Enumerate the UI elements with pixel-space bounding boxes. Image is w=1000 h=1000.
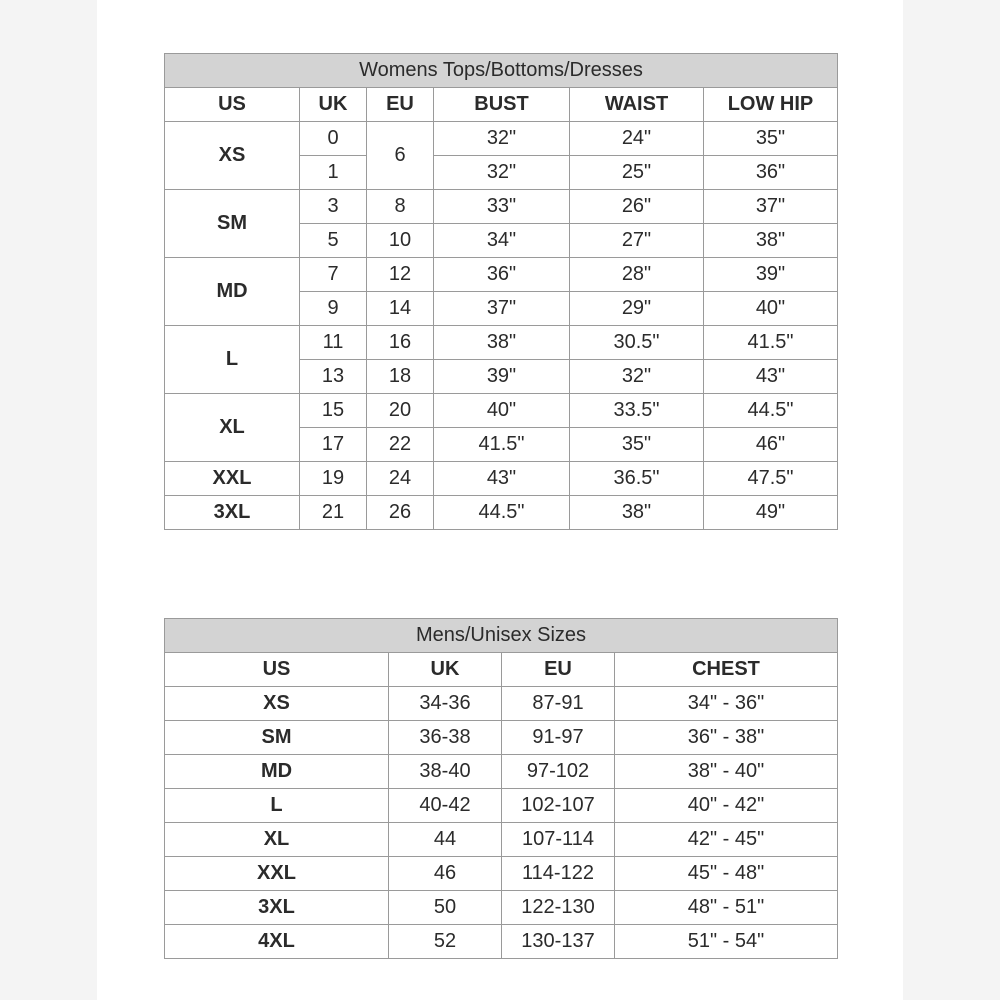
low-hip-cell: 38": [704, 224, 838, 258]
uk-size-cell: 11: [300, 326, 367, 360]
eu-size-cell: 8: [367, 190, 434, 224]
uk-size-cell: 38-40: [389, 755, 502, 789]
waist-cell: 25": [570, 156, 704, 190]
uk-size-cell: 46: [389, 857, 502, 891]
table-row: [165, 687, 838, 721]
eu-size-cell: 16: [367, 326, 434, 360]
table-row: [165, 755, 838, 789]
chest-cell: 42" - 45": [615, 823, 838, 857]
column-header-eu: EU: [502, 653, 615, 687]
waist-cell: 24": [570, 122, 704, 156]
low-hip-cell: 36": [704, 156, 838, 190]
eu-size-cell: 12: [367, 258, 434, 292]
us-size-cell: 3XL: [165, 891, 389, 925]
table-row: [165, 823, 838, 857]
us-size-cell: L: [165, 789, 389, 823]
bust-cell: 34": [434, 224, 570, 258]
low-hip-cell: 39": [704, 258, 838, 292]
waist-cell: 32": [570, 360, 704, 394]
waist-cell: 27": [570, 224, 704, 258]
bust-cell: 32": [434, 122, 570, 156]
eu-size-cell: 26: [367, 496, 434, 530]
us-size-cell: XL: [165, 394, 300, 462]
chest-cell: 48" - 51": [615, 891, 838, 925]
waist-cell: 26": [570, 190, 704, 224]
column-header-us: US: [165, 653, 389, 687]
eu-size-cell: 10: [367, 224, 434, 258]
column-header-uk: UK: [300, 88, 367, 122]
bust-cell: 41.5": [434, 428, 570, 462]
bust-cell: 37": [434, 292, 570, 326]
eu-size-cell: 102-107: [502, 789, 615, 823]
uk-size-cell: 7: [300, 258, 367, 292]
us-size-cell: XXL: [165, 462, 300, 496]
bust-cell: 33": [434, 190, 570, 224]
uk-size-cell: 50: [389, 891, 502, 925]
chest-cell: 36" - 38": [615, 721, 838, 755]
eu-size-cell: 24: [367, 462, 434, 496]
bust-cell: 44.5": [434, 496, 570, 530]
low-hip-cell: 40": [704, 292, 838, 326]
table-row: [165, 190, 838, 224]
bust-cell: 43": [434, 462, 570, 496]
low-hip-cell: 49": [704, 496, 838, 530]
mens-table-title: Mens/Unisex Sizes: [165, 619, 838, 653]
chest-cell: 40" - 42": [615, 789, 838, 823]
eu-size-cell: 130-137: [502, 925, 615, 959]
waist-cell: 30.5": [570, 326, 704, 360]
column-header-low-hip: LOW HIP: [704, 88, 838, 122]
table-row: [165, 394, 838, 428]
waist-cell: 29": [570, 292, 704, 326]
bust-cell: 38": [434, 326, 570, 360]
chest-cell: 34" - 36": [615, 687, 838, 721]
eu-size-cell: 18: [367, 360, 434, 394]
uk-size-cell: 15: [300, 394, 367, 428]
uk-size-cell: 1: [300, 156, 367, 190]
bust-cell: 36": [434, 258, 570, 292]
uk-size-cell: 36-38: [389, 721, 502, 755]
waist-cell: 38": [570, 496, 704, 530]
low-hip-cell: 46": [704, 428, 838, 462]
eu-size-cell: 6: [367, 122, 434, 190]
us-size-cell: XS: [165, 687, 389, 721]
table-row: [165, 891, 838, 925]
low-hip-cell: 41.5": [704, 326, 838, 360]
column-header-eu: EU: [367, 88, 434, 122]
table-row: [165, 721, 838, 755]
column-header-uk: UK: [389, 653, 502, 687]
column-header-us: US: [165, 88, 300, 122]
bust-cell: 40": [434, 394, 570, 428]
eu-size-cell: 87-91: [502, 687, 615, 721]
column-header-waist: WAIST: [570, 88, 704, 122]
uk-size-cell: 3: [300, 190, 367, 224]
bust-cell: 32": [434, 156, 570, 190]
table-row: [165, 789, 838, 823]
eu-size-cell: 107-114: [502, 823, 615, 857]
low-hip-cell: 47.5": [704, 462, 838, 496]
uk-size-cell: 40-42: [389, 789, 502, 823]
chest-cell: 45" - 48": [615, 857, 838, 891]
eu-size-cell: 22: [367, 428, 434, 462]
uk-size-cell: 21: [300, 496, 367, 530]
us-size-cell: L: [165, 326, 300, 394]
us-size-cell: 3XL: [165, 496, 300, 530]
eu-size-cell: 14: [367, 292, 434, 326]
uk-size-cell: 19: [300, 462, 367, 496]
table-row: [165, 496, 838, 530]
low-hip-cell: 43": [704, 360, 838, 394]
uk-size-cell: 9: [300, 292, 367, 326]
us-size-cell: MD: [165, 258, 300, 326]
uk-size-cell: 0: [300, 122, 367, 156]
column-header-bust: BUST: [434, 88, 570, 122]
table-row: [165, 462, 838, 496]
us-size-cell: SM: [165, 190, 300, 258]
us-size-cell: SM: [165, 721, 389, 755]
table-row: [165, 258, 838, 292]
us-size-cell: MD: [165, 755, 389, 789]
womens-size-chart: [164, 53, 838, 530]
uk-size-cell: 5: [300, 224, 367, 258]
table-row: [165, 122, 838, 156]
us-size-cell: XL: [165, 823, 389, 857]
eu-size-cell: 97-102: [502, 755, 615, 789]
uk-size-cell: 34-36: [389, 687, 502, 721]
us-size-cell: XXL: [165, 857, 389, 891]
table-row: [165, 326, 838, 360]
table-row: [165, 925, 838, 959]
low-hip-cell: 37": [704, 190, 838, 224]
waist-cell: 28": [570, 258, 704, 292]
low-hip-cell: 35": [704, 122, 838, 156]
us-size-cell: XS: [165, 122, 300, 190]
eu-size-cell: 122-130: [502, 891, 615, 925]
us-size-cell: 4XL: [165, 925, 389, 959]
chest-cell: 51" - 54": [615, 925, 838, 959]
bust-cell: 39": [434, 360, 570, 394]
uk-size-cell: 52: [389, 925, 502, 959]
mens-size-chart: [164, 618, 838, 959]
column-header-chest: CHEST: [615, 653, 838, 687]
uk-size-cell: 13: [300, 360, 367, 394]
waist-cell: 33.5": [570, 394, 704, 428]
eu-size-cell: 114-122: [502, 857, 615, 891]
waist-cell: 36.5": [570, 462, 704, 496]
low-hip-cell: 44.5": [704, 394, 838, 428]
eu-size-cell: 20: [367, 394, 434, 428]
table-row: [165, 857, 838, 891]
womens-table-title: Womens Tops/Bottoms/Dresses: [165, 54, 838, 88]
waist-cell: 35": [570, 428, 704, 462]
uk-size-cell: 17: [300, 428, 367, 462]
eu-size-cell: 91-97: [502, 721, 615, 755]
uk-size-cell: 44: [389, 823, 502, 857]
chest-cell: 38" - 40": [615, 755, 838, 789]
